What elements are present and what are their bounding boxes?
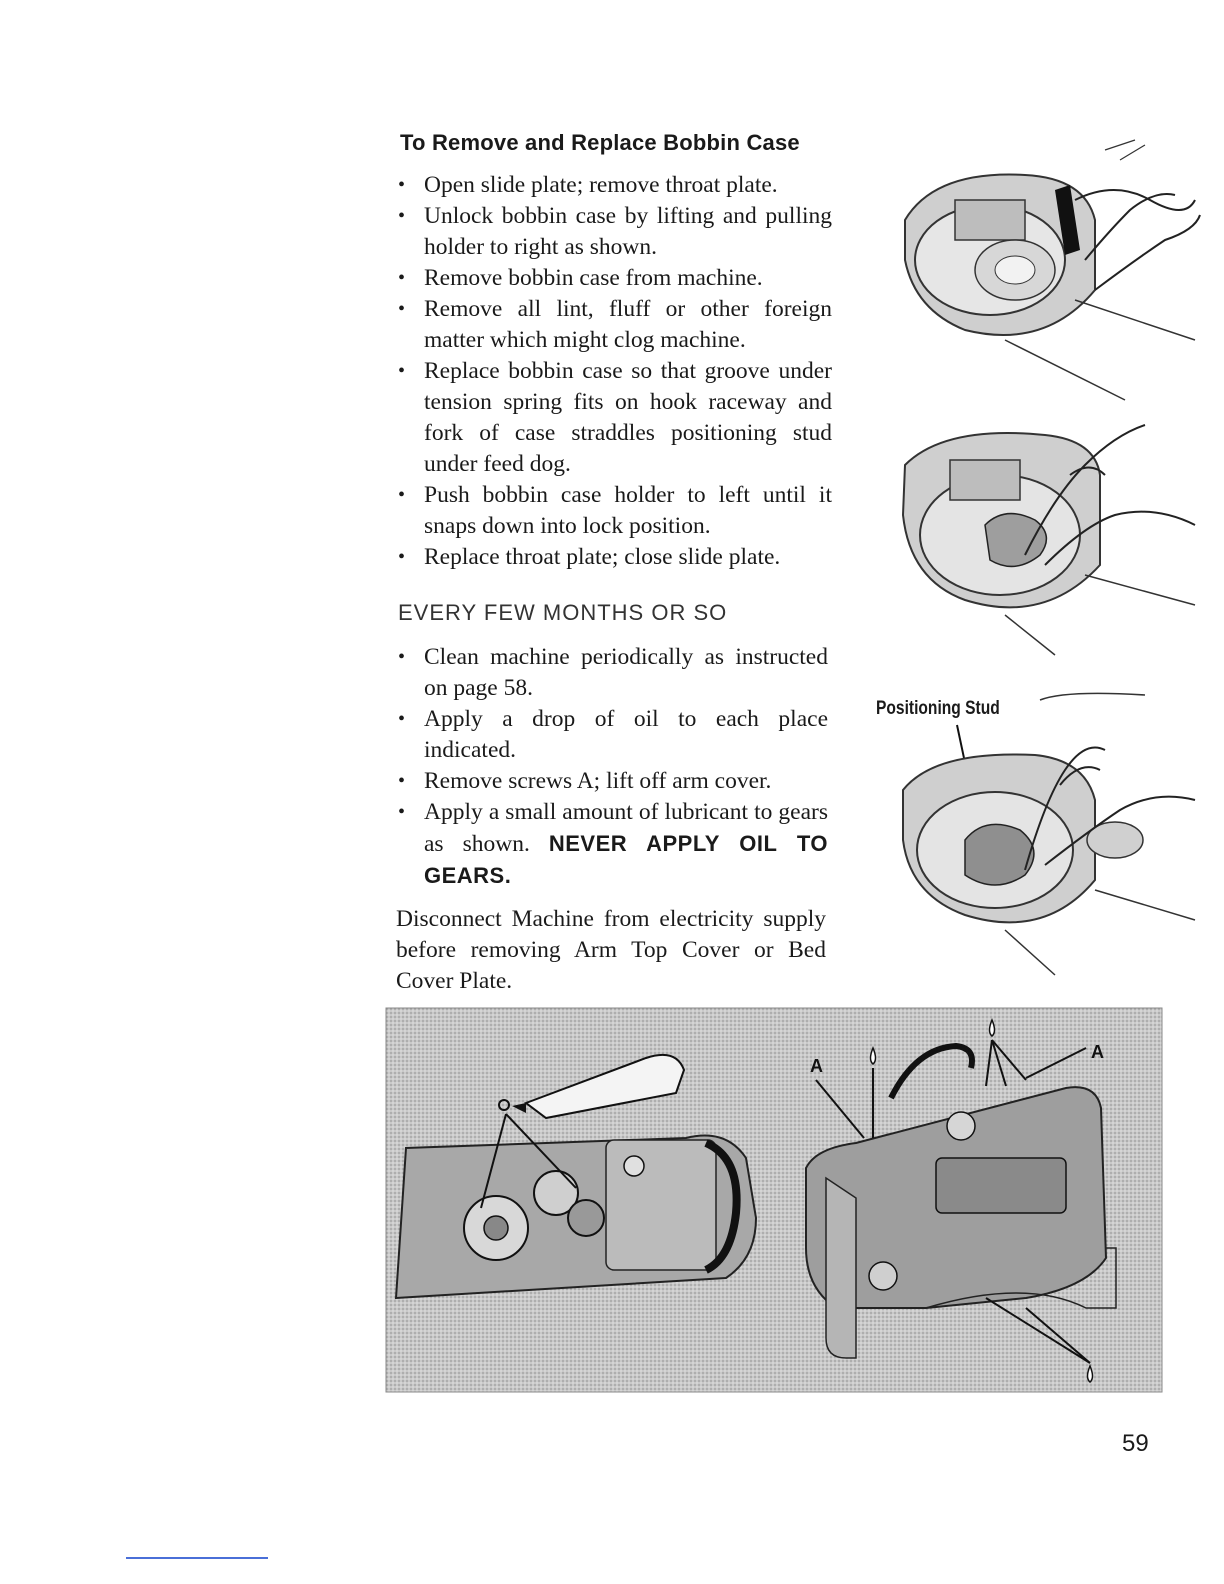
list-item: • Replace bobbin case so that groove under tension spring fits on hook raceway and fork of case straddles positioning stud under feed dog. [398, 356, 832, 480]
gear-warning: NEVER APPLY OIL TO GEARS. [424, 831, 828, 888]
list-item: • Remove bobbin case from machine. [398, 263, 832, 294]
positioning-stud-label: Positioning Stud [876, 698, 1000, 719]
disconnect-note: Disconnect Machine from electricity supply before removing Arm Top Cover or Bed Cover Plate. [396, 906, 826, 994]
footer-rule [126, 1557, 268, 1559]
bobbin-unlock-illustration [895, 140, 1200, 400]
list-item: • Replace throat plate; close slide plate. [398, 542, 832, 573]
list-item: • Apply a drop of oil to each place indicated. [398, 704, 828, 766]
list-item: • Clean machine periodically as instructed on page 58. [398, 642, 828, 704]
list-item [398, 797, 828, 892]
list-item: • Open slide plate; remove throat plate. [398, 170, 832, 201]
page-title: To Remove and Replace Bobbin Case [400, 130, 800, 155]
list-item-text: Apply a small amount of lubricant to gears as shown. [424, 799, 828, 857]
section-heading: EVERY FEW MONTHS OR SO [398, 600, 728, 625]
page-number: 59 [1122, 1430, 1149, 1457]
list-item: • Unlock bobbin case by lifting and pulling holder to right as shown. [398, 201, 832, 263]
list-item: • Remove screws A; lift off arm cover. [398, 766, 828, 797]
bobbin-remove-illustration [895, 405, 1200, 655]
lubrication-illustration [386, 1008, 1162, 1392]
list-item: • Push bobbin case holder to left until it snaps down into lock position. [398, 480, 832, 542]
remove-replace-steps-list [398, 170, 832, 573]
list-item: • Remove all lint, fluff or other foreign matter which might clog machine. [398, 294, 832, 356]
bobbin-replace-illustration [895, 690, 1200, 980]
screw-a-right-label: A [1091, 1042, 1104, 1062]
periodic-steps-list [398, 642, 828, 892]
screw-a-left-label: A [810, 1056, 823, 1076]
